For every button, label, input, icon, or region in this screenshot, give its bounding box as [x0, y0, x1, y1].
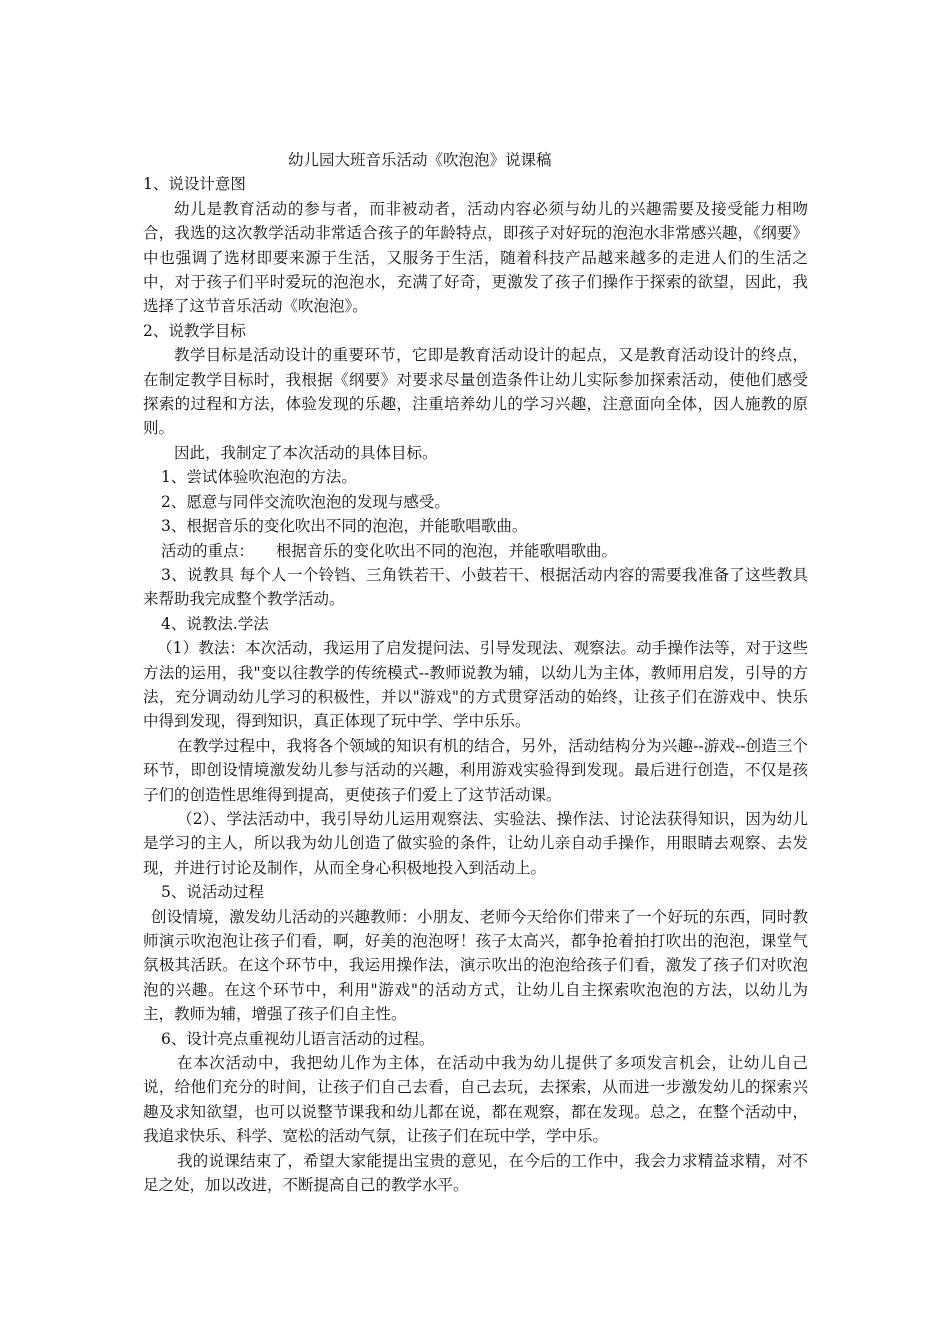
paragraph: （1）教法：本次活动，我运用了启发提问法、引导发现法、观察法。动手操作法等，对于这些方法的运用，我"变以往教学的传统模式--教师说教为辅，以幼儿为主体，教师用启发，引导的方法，充分调动幼儿学习的积极性，并以"游戏"的方式贯穿活动的始终，让孩子们在游戏中、快乐中得到发现，得到知识，真正体现了玩中学、学中乐乐。 [143, 639, 808, 731]
section-heading-highlights: 6、设计亮点重视幼儿语言活动的过程。 [161, 1029, 435, 1048]
section-heading-methods: 4、说教法.学法 [161, 614, 269, 633]
paragraph: 在本次活动中，我把幼儿作为主体，在活动中我为幼儿提供了多项发言机会，让幼儿自己说，给他们充分的时间，让孩子们自己去看，自己去玩，去探索，从而进一步激发幼儿的探索兴趣及求知欲望，也可以说整节课我和幼儿都在说，都在观察，都在发现。总之，在整个活动中，我追求快乐、科学、宽松的活动气氛，让孩子们在玩中学，学中乐。 [143, 1054, 808, 1146]
key-point-text: 根据音乐的变化吹出不同的泡泡，并能歌唱歌曲。 [276, 541, 618, 560]
paragraph: 教学目标是活动设计的重要环节，它即是教育活动设计的起点，又是教育活动设计的终点，在制定教学目标时，我根据《纲要》对要求尽量创造条件让幼儿实际参加探索活动，使他们感受探索的过程和方法，体验发现的乐趣，注重培养幼儿的学习兴趣，注意面向全体，因人施教的原则。 [143, 346, 808, 438]
section-teaching-aids: 3、说教具 每个人一个铃铛、三角铁若干、小鼓若干、根据活动内容的需要我准备了这些教具来帮助我完成整个教学活动。 [143, 565, 808, 609]
paragraph: 创设情境，激发幼儿活动的兴趣教师：小朋友、老师今天给你们带来了一个好玩的东西，同时教师演示吹泡泡让孩子们看，啊，好美的泡泡呀！孩子太高兴，都争抢着拍打吹出的泡泡，课堂气氛极其活跃。在这个环节中，我运用操作法，演示吹出的泡泡给孩子们看，激发了孩子们对吹泡泡的兴趣。在这个环节中，利用"游戏"的活动方式，让幼儿自主探索吹泡泡的方法，以幼儿为主，教师为辅，增强了孩子们自主性。 [143, 907, 808, 1024]
section-heading-teaching-goals: 2、说教学目标 [143, 321, 246, 340]
key-point-line [143, 539, 808, 563]
paragraph: 我的说课结束了，希望大家能提出宝贵的意见，在今后的工作中，我会力求精益求精，对不足之处，加以改进，不断提高自己的教学水平。 [143, 1151, 808, 1195]
paragraph: （2）、学法活动中，我引导幼儿运用观察法、实验法、操作法、讨论法获得知识，因为幼儿是学习的主人，所以我为幼儿创造了做实验的条件，让幼儿亲自动手操作，用眼睛去观察、去发现，并进行讨论及制作，从而全身心积极地投入到活动上。 [143, 809, 808, 877]
section-heading-process: 5、说活动过程 [161, 883, 264, 902]
paragraph: 因此，我制定了本次活动的具体目标。 [174, 443, 438, 462]
paragraph: 在教学过程中，我将各个领域的知识有机的结合，另外，活动结构分为兴趣--游戏--创造三个环节，即创设情境激发幼儿参与活动的兴趣，利用游戏实验得到发现。最后进行创造，不仅是孩子们的创造性思维得到提高，更使孩子们爱上了这节活动课。 [143, 736, 808, 804]
page-title: 幼儿园大班音乐活动《吹泡泡》说课稿 [288, 151, 552, 169]
goal-item: 3、根据音乐的变化吹出不同的泡泡，并能歌唱歌曲。 [161, 517, 528, 536]
key-point-label: 活动的重点： [161, 541, 255, 560]
section-heading-design-intent: 1、说设计意图 [143, 175, 246, 194]
paragraph: 幼儿是教育活动的参与者，而非被动者，活动内容必须与幼儿的兴趣需要及接受能力相吻合，我选的这次教学活动非常适合孩子的年龄特点，即孩子对好玩的泡泡水非常感兴趣，《纲要》中也强调了选材即要来源于生活，又服务于生活，随着科技产品越来越多的走进人们的生活之中，对于孩子们平时爱玩的泡泡水，充满了好奇，更激发了孩子们操作于探索的欲望，因此，我选择了这节音乐活动《吹泡泡》。 [143, 199, 808, 316]
goal-item: 1、尝试体验吹泡泡的方法。 [161, 468, 357, 487]
document-page [143, 148, 808, 1197]
goal-item: 2、愿意与同伴交流吹泡泡的发现与感受。 [161, 492, 450, 511]
